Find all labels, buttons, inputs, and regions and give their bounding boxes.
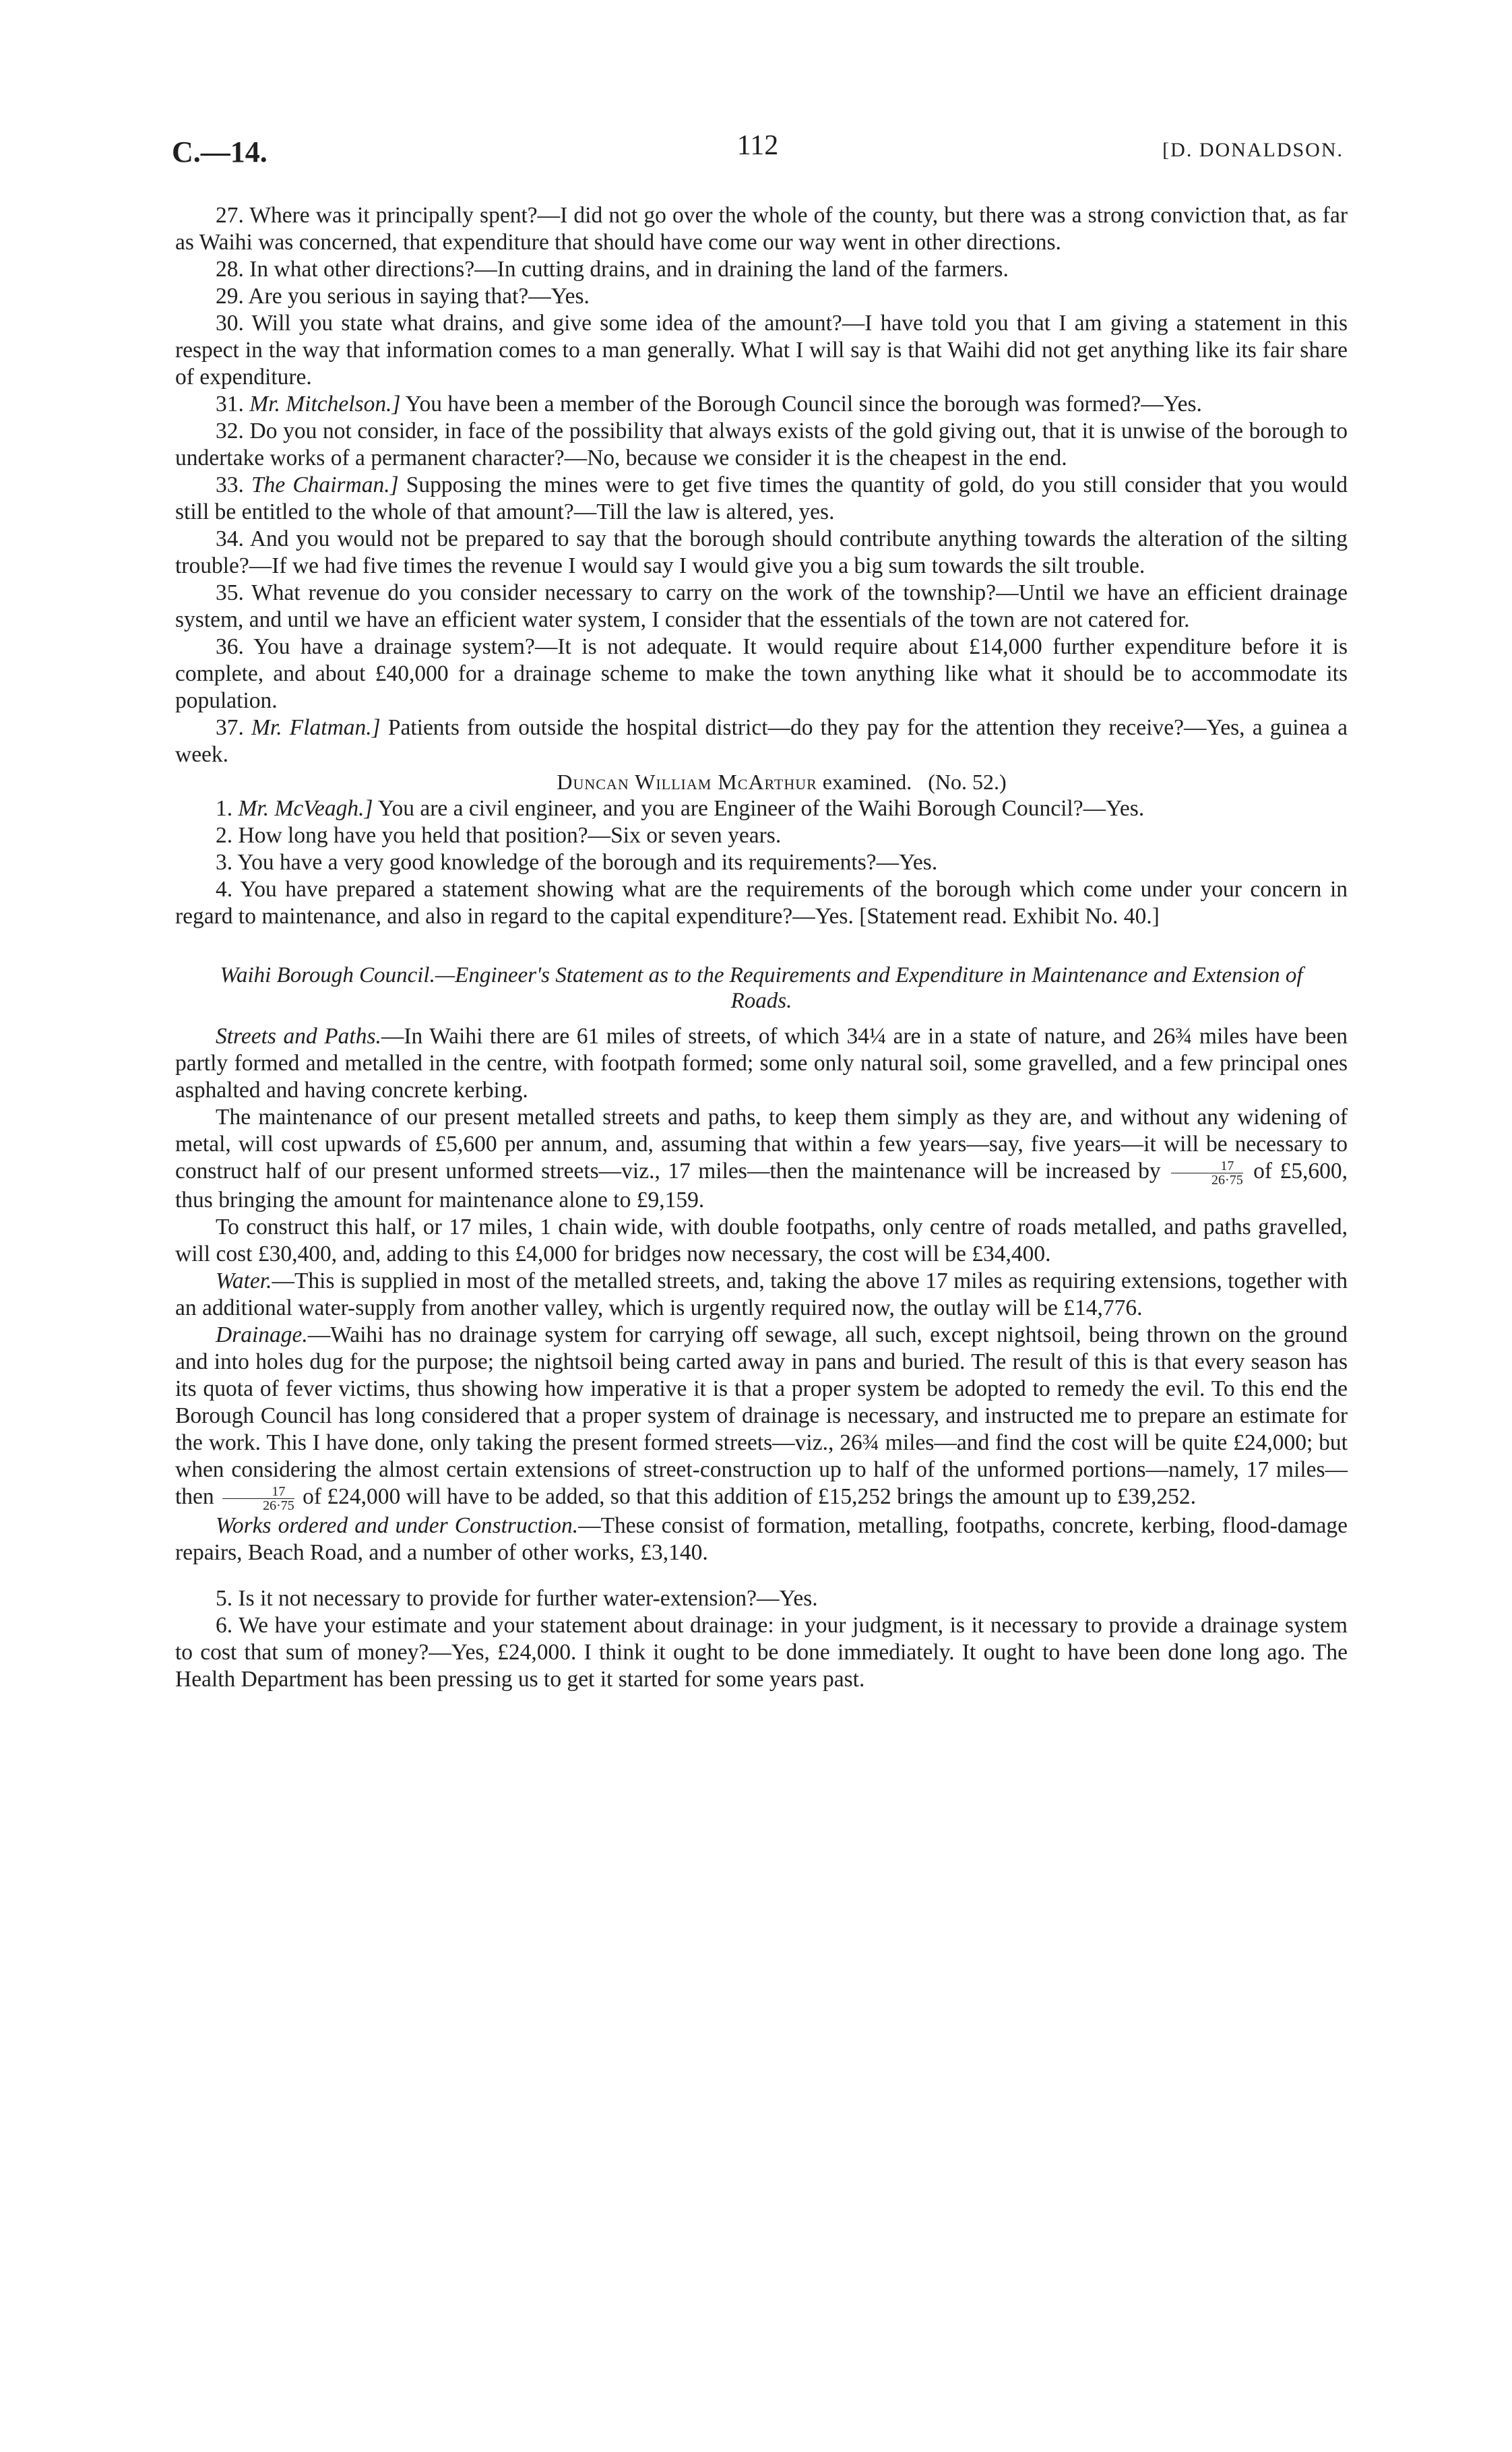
mcarthur-question-3: 3. You have a very good knowledge of the borough and its requirements?—Yes.	[216, 850, 938, 875]
question-text: Patients from outside the hospital district—do they pay for the attention they receive?—Yes, a guinea a week.	[175, 715, 1348, 767]
maintenance-text-a: The maintenance of our present metalled streets and paths, to keep them simply as they are, and without any widening of metal, will cost upwards of £5,600 per annum, and, assuming that within a few years—say, five years—it will be necessary to construct half of our present unformed streets—viz., 17 miles—then the maintenance will be increased by	[175, 1105, 1348, 1184]
question-31	[175, 391, 1348, 418]
water-label: Water.	[216, 1268, 272, 1293]
page-body	[175, 202, 1348, 1693]
page-number: 112	[736, 130, 779, 161]
drainage-paragraph	[175, 1322, 1348, 1512]
maintenance-text-b: of £5,600, thus bringing the amount for maintenance alone to £9,159.	[175, 1159, 1348, 1213]
question-36: 36. You have a drainage system?—It is not adequate. It would require about £14,000 further expenditure before it is complete, and about £40,000 for a drainage scheme to make the town anything like what it should be to accommodate its population.	[175, 634, 1348, 713]
works-text: —These consist of formation, metalling, footpaths, concrete, kerbing, flood-damage repairs, Beach Road, and a number of other works, £3,140.	[175, 1512, 1348, 1565]
speaker-name: Mr. McVeagh.]	[238, 796, 373, 821]
witness-name: Duncan William McArthur	[557, 770, 817, 794]
question-35: 35. What revenue do you consider necessary to carry on the work of the township?—Until we have an efficient drainage system, and until we have an efficient water system, I consider that the essentials of the town are not catered for.	[175, 580, 1348, 632]
drainage-text-b: of £24,000 will have to be added, so that this addition of £15,252 brings the amount up to £39,252.	[303, 1483, 1196, 1509]
statement-title: Waihi Borough Council.—Engineer's Statement as to the Requirements and Expenditure in Maintenance and Extension of Roads.	[220, 963, 1303, 1013]
speaker-name: The Chairman.]	[251, 472, 399, 497]
maintenance-paragraph	[175, 1104, 1348, 1214]
drainage-text-a: —Waihi has no drainage system for carrying off sewage, all such, except nightsoil, being thrown on the ground and into holes dug for the purpose; the nightsoil being carted away in pans and buried. The result of this is that every season has its quota of fever victims, thus showing how imperative it is that a proper system be adopted to remedy the evil. To this end the Borough Council has long considered that a proper system of drainage is necessary, and instructed me to prepare an estimate for the work. This I have done, only taking the present formed streets—viz., 26¾ miles—and find the cost will be quite £24,000; but when considering the almost certain extensions of street-construction up to half of the unformed portions—namely, 17 miles—then	[175, 1322, 1348, 1509]
question-number: 31.	[216, 392, 244, 417]
streets-paragraph	[175, 1023, 1348, 1104]
witness-name-header: [D. DONALDSON.	[1162, 139, 1344, 161]
question-number: 33.	[216, 472, 244, 497]
works-paragraph	[175, 1512, 1348, 1566]
page-header	[172, 130, 1344, 182]
drainage-label: Drainage.	[216, 1322, 308, 1347]
mcarthur-question-4: 4. You have prepared a statement showing what are the requirements of the borough which come under your concern in regard to maintenance, and also in regard to the capital expenditure?—Yes. [Statement read. Exhibit No. 40.]	[175, 877, 1348, 929]
streets-text: —In Waihi there are 61 miles of streets, of which 34¼ are in a state of nature, and 26¾ miles have been partly formed and metalled in the centre, with footpath formed; some only natural soil, some gravelled, and a few principal ones asphalted and having concrete kerbing.	[175, 1024, 1348, 1103]
speaker-name: Mr. Flatman.]	[251, 715, 381, 740]
spacer	[175, 1566, 1348, 1585]
speaker-name: Mr. Mitchelson.]	[249, 392, 401, 417]
engineers-statement	[175, 1023, 1348, 1566]
question-text: You are a civil engineer, and you are Engineer of the Waihi Borough Council?—Yes.	[377, 796, 1145, 821]
question-number: 1.	[216, 796, 233, 821]
streets-label: Streets and Paths.	[216, 1024, 381, 1049]
question-29: 29. Are you serious in saying that?—Yes.	[216, 284, 590, 309]
question-33	[175, 472, 1348, 526]
question-34: 34. And you would not be prepared to say that the borough should contribute anything towards the alteration of the silting trouble?—If we had five times the revenue I would say I would give you a big sum towards the silt trouble.	[175, 526, 1348, 578]
question-28: 28. In what other directions?—In cutting drains, and in draining the land of the farmers.	[216, 257, 1009, 282]
fraction-17-over-26-75: $\frac{17}{26\cdot 75}$	[1171, 1159, 1243, 1187]
parliamentary-paper-ref: C.—14.	[172, 135, 267, 168]
examined-label: examined.	[822, 770, 912, 794]
water-paragraph	[175, 1268, 1348, 1322]
question-32: 32. Do you not consider, in face of the possibility that always exists of the gold giving out, that it is unwise of the borough to undertake works of a permanent character?—No, because we consider it is the cheapest in the end.	[175, 419, 1348, 470]
question-37	[175, 714, 1348, 768]
question-text: Supposing the mines were to get five times the quantity of gold, do you still consider that you would still be entitled to the whole of that amount?—Till the law is altered, yes.	[175, 472, 1348, 524]
question-number: 37.	[216, 715, 244, 740]
mcarthur-question-6: 6. We have your estimate and your statement about drainage: in your judgment, is it necessary to provide a drainage system to cost that sum of money?—Yes, £24,000. I think it ought to be done immediately. It ought to have been done long ago. The Health Department has been pressing us to get it started for some years past.	[175, 1612, 1348, 1692]
mcarthur-question-2: 2. How long have you held that position?—Six or seven years.	[216, 823, 782, 848]
construct-paragraph: To construct this half, or 17 miles, 1 chain wide, with double footpaths, only centre of roads metalled, and paths gravelled, will cost £30,400, and, adding to this £4,000 for bridges now necessary, the cost will be £34,400.	[175, 1214, 1348, 1266]
mcarthur-question-5: 5. Is it not necessary to provide for further water-extension?—Yes.	[216, 1585, 818, 1611]
question-27: 27. Where was it principally spent?—I did not go over the whole of the county, but there was a strong conviction that, as far as Waihi was concerned, that expenditure that should have come our way went in other directions.	[175, 203, 1348, 255]
fraction-17-over-26-75: $\frac{17}{26\cdot 75}$	[222, 1485, 294, 1512]
witness-heading	[175, 768, 1348, 795]
question-30: 30. Will you state what drains, and give some idea of the amount?—I have told you that I am giving a statement in this respect in the way that information comes to a man generally. What I will say is that Waihi did not get anything like its fair share of expenditure.	[175, 311, 1348, 390]
works-label: Works ordered and under Construction.	[216, 1512, 579, 1538]
question-text: You have been a member of the Borough Council since the borough was formed?—Yes.	[405, 392, 1202, 417]
witness-number: (No. 52.)	[928, 770, 1007, 794]
water-text: —This is supplied in most of the metalled streets, and, taking the above 17 miles as requiring extensions, together with an additional water-supply from another valley, which is urgently required now, the outlay will be £14,776.	[175, 1268, 1348, 1320]
mcarthur-question-1	[175, 795, 1348, 822]
